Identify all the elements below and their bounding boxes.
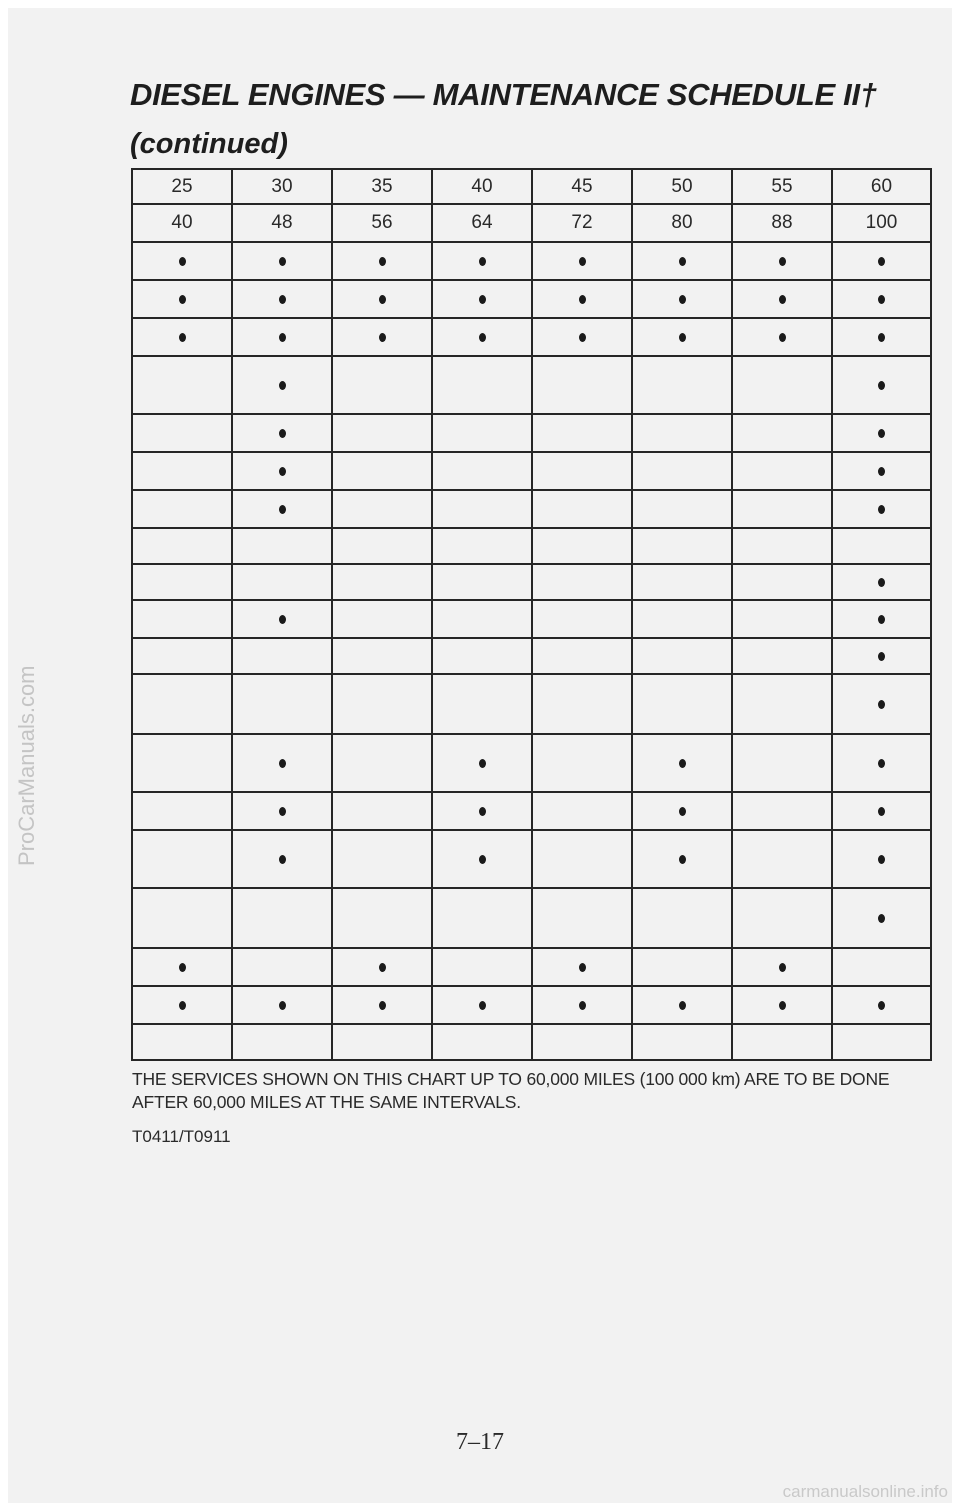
service-cell [732, 280, 832, 318]
km-cell: 40 [132, 204, 232, 242]
service-dot-icon [279, 855, 286, 864]
service-dot-icon [878, 807, 885, 816]
service-cell [832, 528, 931, 564]
service-cell [432, 600, 532, 638]
service-dot-icon [878, 914, 885, 923]
service-cell [332, 356, 432, 414]
service-cell [632, 280, 732, 318]
service-cell [432, 414, 532, 452]
service-dot-icon [279, 257, 286, 266]
service-cell [732, 792, 832, 830]
service-cell [432, 734, 532, 792]
service-dot-icon [579, 295, 586, 304]
service-cell [232, 986, 332, 1024]
service-cell [132, 318, 232, 356]
km-cell: 100 [832, 204, 931, 242]
service-cell [532, 414, 632, 452]
service-cell [532, 792, 632, 830]
service-dot-icon [479, 257, 486, 266]
service-cell [432, 490, 532, 528]
service-cell [832, 734, 931, 792]
service-cell [632, 528, 732, 564]
service-dot-icon [579, 257, 586, 266]
service-cell [232, 490, 332, 528]
service-cell [432, 242, 532, 280]
service-dot-icon [878, 505, 885, 514]
service-cell [332, 638, 432, 674]
service-cell [132, 674, 232, 734]
service-cell [232, 280, 332, 318]
service-dot-icon [878, 759, 885, 768]
service-cell [732, 242, 832, 280]
service-cell [232, 528, 332, 564]
service-dot-icon [878, 700, 885, 709]
service-cell [132, 242, 232, 280]
service-cell [532, 638, 632, 674]
service-cell [132, 638, 232, 674]
service-cell [332, 318, 432, 356]
service-cell [632, 564, 732, 600]
service-dot-icon [878, 615, 885, 624]
service-row [132, 830, 931, 888]
service-cell [332, 242, 432, 280]
service-cell [432, 356, 532, 414]
service-dot-icon [579, 1001, 586, 1010]
service-cell [432, 986, 532, 1024]
service-cell [232, 888, 332, 948]
service-cell [332, 280, 432, 318]
service-cell [732, 564, 832, 600]
miles-cell: 40 [432, 169, 532, 204]
miles-cell: 35 [332, 169, 432, 204]
service-cell [432, 280, 532, 318]
service-dot-icon [179, 295, 186, 304]
service-dot-icon [878, 652, 885, 661]
service-dot-icon [279, 381, 286, 390]
service-cell [432, 318, 532, 356]
km-cell: 56 [332, 204, 432, 242]
service-cell [532, 318, 632, 356]
service-cell [132, 792, 232, 830]
service-cell [432, 528, 532, 564]
service-cell [132, 734, 232, 792]
service-row [132, 948, 931, 986]
service-row [132, 414, 931, 452]
service-cell [432, 638, 532, 674]
service-cell [732, 452, 832, 490]
service-cell [532, 888, 632, 948]
service-dot-icon [379, 333, 386, 342]
service-cell [132, 356, 232, 414]
service-cell [132, 600, 232, 638]
service-dot-icon [679, 295, 686, 304]
service-cell [132, 280, 232, 318]
service-cell [132, 528, 232, 564]
service-dot-icon [179, 257, 186, 266]
service-cell [132, 490, 232, 528]
footnote: THE SERVICES SHOWN ON THIS CHART UP TO 60,000 MILES (100 000 km) ARE TO BE DONE AFTER 60,000 MILES AT THE SAME INTERVALS. [132, 1069, 890, 1112]
service-dot-icon [379, 295, 386, 304]
service-cell [332, 1024, 432, 1060]
service-dot-icon [679, 257, 686, 266]
service-cell [832, 318, 931, 356]
miles-cell: 30 [232, 169, 332, 204]
service-row [132, 888, 931, 948]
service-dot-icon [679, 759, 686, 768]
service-cell [232, 674, 332, 734]
service-cell [332, 792, 432, 830]
service-cell [532, 528, 632, 564]
service-cell [532, 600, 632, 638]
service-row [132, 242, 931, 280]
service-cell [332, 600, 432, 638]
service-cell [832, 490, 931, 528]
service-cell [632, 948, 732, 986]
service-cell [532, 242, 632, 280]
service-dot-icon [779, 1001, 786, 1010]
service-cell [132, 986, 232, 1024]
service-cell [732, 948, 832, 986]
service-cell [832, 280, 931, 318]
service-dot-icon [479, 1001, 486, 1010]
service-dot-icon [779, 333, 786, 342]
service-cell [332, 452, 432, 490]
service-row [132, 564, 931, 600]
service-cell [632, 452, 732, 490]
service-cell [632, 318, 732, 356]
service-cell [832, 414, 931, 452]
service-cell [232, 318, 332, 356]
service-cell [732, 830, 832, 888]
service-cell [632, 638, 732, 674]
service-dot-icon [479, 807, 486, 816]
service-cell [232, 600, 332, 638]
service-cell [432, 674, 532, 734]
service-cell [632, 600, 732, 638]
service-dot-icon [279, 807, 286, 816]
service-dot-icon [379, 257, 386, 266]
service-cell [732, 318, 832, 356]
service-dot-icon [878, 467, 885, 476]
km-cell: 72 [532, 204, 632, 242]
figure-code: T0411/T0911 [132, 1127, 231, 1146]
service-cell [732, 1024, 832, 1060]
service-dot-icon [579, 963, 586, 972]
service-dot-icon [779, 295, 786, 304]
service-cell [632, 674, 732, 734]
page-title: DIESEL ENGINES — MAINTENANCE SCHEDULE II† [130, 77, 877, 112]
service-dot-icon [479, 295, 486, 304]
maintenance-schedule-table [131, 168, 932, 1061]
service-cell [532, 948, 632, 986]
service-cell [632, 888, 732, 948]
service-dot-icon [679, 855, 686, 864]
service-cell [832, 452, 931, 490]
service-cell [832, 830, 931, 888]
service-row [132, 986, 931, 1024]
service-dot-icon [479, 759, 486, 768]
service-row [132, 674, 931, 734]
service-dot-icon [878, 855, 885, 864]
service-dot-icon [279, 467, 286, 476]
service-cell [732, 986, 832, 1024]
miles-cell: 45 [532, 169, 632, 204]
service-dot-icon [579, 333, 586, 342]
service-cell [132, 888, 232, 948]
service-row [132, 1024, 931, 1060]
service-dot-icon [479, 855, 486, 864]
service-cell [332, 674, 432, 734]
service-dot-icon [279, 295, 286, 304]
service-cell [232, 242, 332, 280]
service-cell [832, 638, 931, 674]
service-cell [632, 830, 732, 888]
service-cell [732, 356, 832, 414]
service-cell [232, 638, 332, 674]
service-dot-icon [479, 333, 486, 342]
service-cell [432, 888, 532, 948]
service-cell [532, 356, 632, 414]
service-cell [832, 600, 931, 638]
service-cell [732, 414, 832, 452]
service-cell [232, 734, 332, 792]
service-dot-icon [379, 1001, 386, 1010]
service-cell [232, 564, 332, 600]
service-cell [232, 792, 332, 830]
service-row [132, 528, 931, 564]
km-cell: 88 [732, 204, 832, 242]
service-cell [632, 490, 732, 528]
service-cell [432, 452, 532, 490]
service-cell [432, 564, 532, 600]
service-cell [732, 528, 832, 564]
service-cell [332, 986, 432, 1024]
service-cell [332, 490, 432, 528]
service-cell [532, 490, 632, 528]
service-cell [832, 948, 931, 986]
service-cell [232, 948, 332, 986]
service-dot-icon [279, 1001, 286, 1010]
service-cell [432, 948, 532, 986]
service-dot-icon [779, 257, 786, 266]
service-cell [132, 948, 232, 986]
service-dot-icon [179, 333, 186, 342]
service-dot-icon [878, 1001, 885, 1010]
service-cell [732, 638, 832, 674]
service-cell [732, 888, 832, 948]
service-row [132, 356, 931, 414]
service-cell [632, 1024, 732, 1060]
service-cell [532, 280, 632, 318]
km-cell: 64 [432, 204, 532, 242]
watermark-bottom: carmanualsonline.info [782, 1482, 948, 1501]
service-cell [632, 792, 732, 830]
service-dot-icon [279, 759, 286, 768]
service-cell [532, 452, 632, 490]
service-cell [832, 986, 931, 1024]
km-cell: 48 [232, 204, 332, 242]
service-cell [432, 792, 532, 830]
service-dot-icon [179, 963, 186, 972]
miles-header-row [132, 169, 931, 204]
service-cell [532, 986, 632, 1024]
service-cell [732, 674, 832, 734]
service-cell [732, 600, 832, 638]
service-row [132, 734, 931, 792]
service-cell [832, 792, 931, 830]
service-dot-icon [878, 578, 885, 587]
service-cell [632, 356, 732, 414]
service-dot-icon [679, 807, 686, 816]
service-dot-icon [179, 1001, 186, 1010]
service-cell [832, 674, 931, 734]
page-subtitle: (continued) [130, 128, 288, 160]
service-dot-icon [878, 333, 885, 342]
service-cell [132, 452, 232, 490]
service-cell [232, 414, 332, 452]
service-dot-icon [878, 257, 885, 266]
service-dot-icon [379, 963, 386, 972]
service-dot-icon [779, 963, 786, 972]
service-cell [232, 356, 332, 414]
service-cell [632, 242, 732, 280]
service-cell [832, 1024, 931, 1060]
km-header-row [132, 204, 931, 242]
miles-cell: 25 [132, 169, 232, 204]
service-row [132, 638, 931, 674]
service-cell [332, 888, 432, 948]
service-cell [232, 1024, 332, 1060]
service-cell [132, 830, 232, 888]
service-cell [532, 674, 632, 734]
service-cell [332, 414, 432, 452]
miles-cell: 60 [832, 169, 931, 204]
service-dot-icon [878, 295, 885, 304]
service-row [132, 490, 931, 528]
service-dot-icon [279, 429, 286, 438]
service-dot-icon [279, 333, 286, 342]
service-cell [232, 830, 332, 888]
service-dot-icon [878, 429, 885, 438]
service-cell [132, 564, 232, 600]
service-cell [832, 888, 931, 948]
service-dot-icon [679, 333, 686, 342]
service-cell [332, 830, 432, 888]
service-cell [832, 356, 931, 414]
service-cell [132, 414, 232, 452]
service-cell [732, 490, 832, 528]
service-cell [832, 564, 931, 600]
service-cell [532, 1024, 632, 1060]
service-cell [332, 528, 432, 564]
service-cell [532, 830, 632, 888]
service-dot-icon [878, 381, 885, 390]
page-number: 7–17 [456, 1429, 504, 1455]
service-dot-icon [279, 615, 286, 624]
service-row [132, 318, 931, 356]
service-cell [832, 242, 931, 280]
service-cell [632, 986, 732, 1024]
watermark-side: ProCarManuals.com [14, 665, 39, 866]
km-cell: 80 [632, 204, 732, 242]
service-dot-icon [679, 1001, 686, 1010]
service-cell [532, 734, 632, 792]
service-cell [332, 948, 432, 986]
service-cell [632, 734, 732, 792]
service-row [132, 280, 931, 318]
service-cell [432, 830, 532, 888]
service-row [132, 600, 931, 638]
service-cell [332, 564, 432, 600]
service-cell [632, 414, 732, 452]
service-cell [332, 734, 432, 792]
miles-cell: 50 [632, 169, 732, 204]
service-cell [432, 1024, 532, 1060]
service-row [132, 452, 931, 490]
service-row [132, 792, 931, 830]
service-cell [732, 734, 832, 792]
miles-cell: 55 [732, 169, 832, 204]
service-dot-icon [279, 505, 286, 514]
service-cell [232, 452, 332, 490]
service-cell [132, 1024, 232, 1060]
service-cell [532, 564, 632, 600]
